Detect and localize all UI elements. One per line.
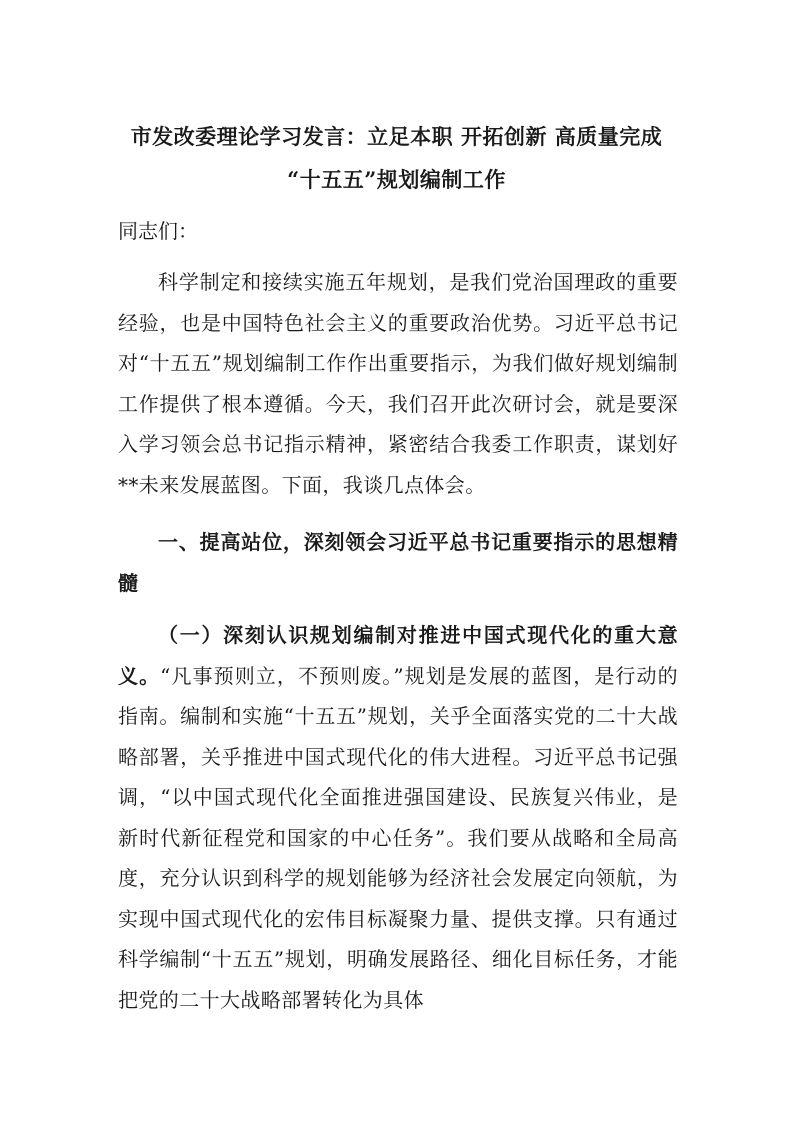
document-title-line-1: 市发改委理论学习发言：立足本职 开拓创新 高质量完成 [130,124,663,149]
document-title-line-2: “十五五”规划编制工作 [287,167,506,192]
subsection-1-lead: （一）深刻认识规划编制对推进中国式现代化的重大意义。 [118,623,678,688]
intro-paragraph: 科学制定和接续实施五年规划，是我们党治国理政的重要经验，也是中国特色社会主义的重要政治优势。习近平总书记对“十五五”规划编制工作作出重要指示，为我们做好规划编制工作提供了根本遵循。今天，我们召开此次研讨会，就是要深入学习领会总书记指示精神，紧密结合我委工作职责，谋划好**未来发展蓝图。下面，我谈几点体会。 [118,270,678,497]
salutation: 同志们： [118,219,198,243]
subsection-1-body: “凡事预则立，不预则废。”规划是发展的蓝图，是行动的指南。编制和实施“十五五”规划，关乎全面落实党的二十大战略部署，关乎推进中国式现代化的伟大进程。习近平总书记强调，“以中国式现代化全面推进强国建设、民族复兴伟业，是新时代新征程党和国家的中心任务”。我们要从战略和全局高度，充分认识到科学的规划能够为经济社会发展定向领航，为实现中国式现代化的宏伟目标凝聚力量、提供支撑。只有通过科学编制“十五五”规划，明确发展路径、细化目标任务，才能把党的二十大战略部署转化为具体 [118,663,678,1012]
section-heading-1: 一、提高站位，深刻领会习近平总书记重要指示的思想精髓 [118,530,678,595]
subsection-1-paragraph [118,615,678,1020]
